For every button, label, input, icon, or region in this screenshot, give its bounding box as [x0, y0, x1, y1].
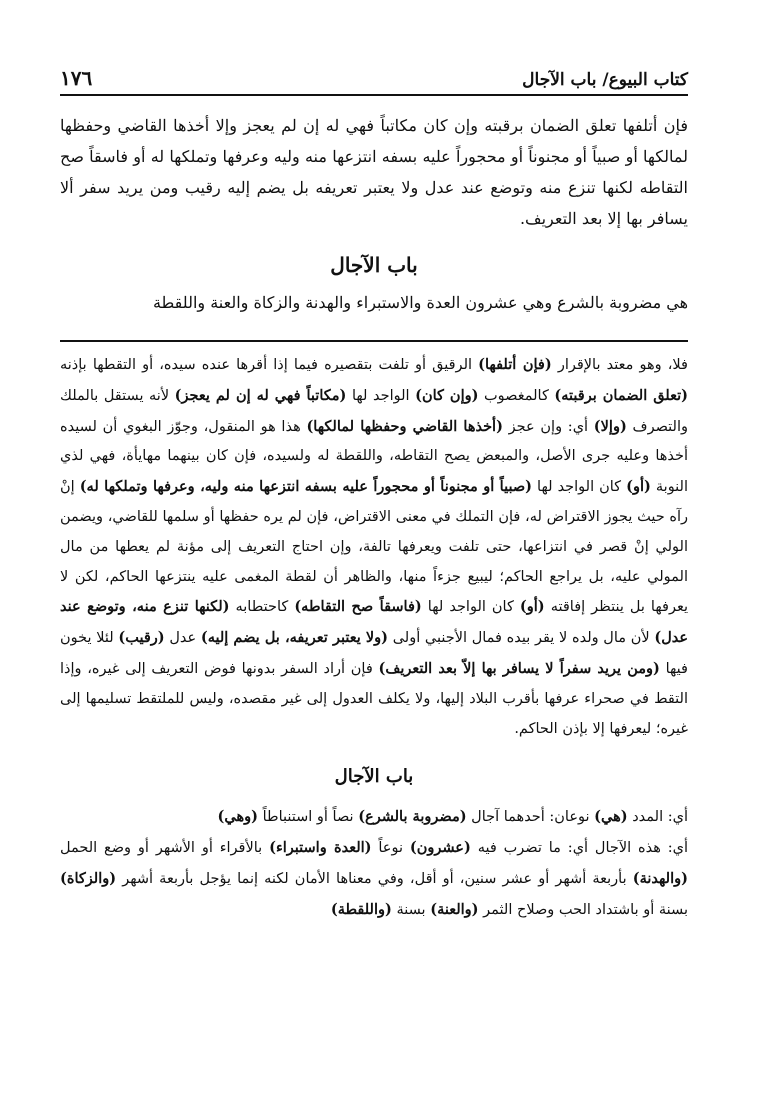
commentary-paragraph	[60, 350, 688, 744]
commentary-text: بسنة	[391, 901, 431, 918]
commentary-text: لأن مال ولده لا يقر بيده فمال الأجنبي أولى	[388, 630, 655, 647]
footnote-divider	[60, 340, 688, 342]
commentary-text: هذا هو المنقول، وجوّز البغوي أن لسيده أخذها وعليه جرى الأصل، والمبعض يصح التقاطه، واللقطة له ولسيده، فإن كان بينهما مهايأة، فهي لذي النوبة	[60, 418, 689, 496]
quoted-matn: (والعنة)	[430, 900, 479, 918]
quoted-matn: (مضروبة بالشرع)	[358, 808, 467, 826]
quoted-matn: (ولا يعتبر تعريفه، بل يضم إليه)	[200, 629, 388, 647]
running-title: كتاب البيوع/ باب الآجال	[522, 70, 688, 90]
quoted-matn: (فإن أتلفها)	[478, 356, 552, 373]
commentary-text: كان الواجد لها	[421, 599, 520, 616]
quoted-matn: (عشرون)	[409, 838, 471, 856]
commentary-text: الواجد لها	[346, 387, 416, 404]
commentary-text: الرقيق أو تلفت بتقصيره فيما إذا أقرها عنده سيده، أو التقطها بإذنه	[60, 357, 479, 373]
commentary-text: نوعان: أحدهما آجال	[466, 809, 595, 826]
quoted-matn: (مكاتباً فهي له إن لم يعجز)	[174, 386, 347, 404]
commentary-text: فلا، وهو معتد بالإقرار	[551, 357, 688, 373]
quoted-matn: (تعلق الضمان برقبته)	[554, 386, 688, 404]
quoted-matn: (وإلا)	[593, 417, 627, 435]
page-number: ١٧٦	[60, 66, 93, 90]
quoted-matn: (أو)	[626, 478, 651, 496]
commentary-text: كاحتطابه	[229, 599, 295, 616]
main-paragraph: هي مضروبة بالشرع وهي عشرون العدة والاستبراء والهدنة والزكاة والعنة واللقطة	[152, 293, 688, 312]
commentary-text: لأنه يستقل بالملك والتصرف	[60, 387, 688, 435]
chapter-heading: باب الآجال	[330, 253, 418, 277]
commentary-text: كالمغصوب	[478, 387, 555, 404]
main-text	[60, 110, 688, 318]
quoted-matn: (رقيب)	[118, 629, 165, 647]
commentary-text: بأربعة أشهر أو عشر سنين، أو أقل، وفي معناها الأمان لكنه إنما يؤجل بأربعة أشهر	[116, 870, 633, 887]
commentary-text: بسنة أو باشتداد الحب وصلاح الثمر	[478, 901, 688, 918]
commentary-paragraph	[60, 802, 688, 833]
quoted-matn: (صبياً أو مجنوناً أو محجوراً عليه بسفه انتزعها منه وليه، وعرفها وتملكها له)	[79, 478, 533, 496]
quoted-matn: (واللقطة)	[330, 900, 392, 918]
commentary-text: عدل	[164, 630, 201, 647]
quoted-matn: (والزكاة)	[60, 869, 117, 887]
quoted-matn: (أو)	[519, 598, 545, 616]
quoted-matn: (العدة واستبراء)	[269, 838, 372, 856]
quoted-matn: (وإن كان)	[415, 386, 479, 404]
commentary-text: نصاً أو استنباطاً	[258, 809, 359, 826]
quoted-matn: (أخذها القاضي وحفظها لمالكها)	[306, 417, 503, 435]
commentary-text: أي: وإن عجز	[502, 418, 594, 435]
commentary-text: بالأقراء أو الأشهر أو وضع الحمل	[60, 839, 270, 856]
quoted-matn: (هي)	[594, 808, 628, 826]
commentary	[60, 350, 688, 925]
quoted-matn: (ومن يريد سفراً لا يسافر بها إلاّ بعد التعريف)	[378, 659, 660, 677]
commentary-text: إنْ رآه حيث يجوز الاقتراض له، فإن التملك في معنى الاقتراض، فإن لم يره حفظها أو سلمها للقاضي، ويضمن الولي إنْ قصر في انتزاعها، حتى تلفت ويعرفها تالفة، وإن احتاج التعريف إلى مؤنة لم يعطها من مال المولي عليه، بل يراجع الحاكم؛ ليبيع جزءاً منها، والظاهر أن لقطة المغمى عليه ينتزعها الحاكم، لكن لا يعرفها بل ينتظر إفاقته	[60, 479, 688, 616]
quoted-matn: (وهي)	[217, 808, 258, 826]
commentary-text: أي: المدد	[627, 809, 688, 826]
quoted-matn: (لكنها تنزع منه، وتوضع عند عدل)	[60, 598, 688, 647]
commentary-text: نوعاً	[371, 839, 410, 856]
commentary-paragraph	[60, 833, 688, 925]
main-paragraph: فإن أتلفها تعلق الضمان برقبته وإن كان مكاتباً فهي له إن لم يعجز وإلا أخذها القاضي وحفظها لمالكها أو صبياً أو مجنوناً أو محجوراً عليه بسفه انتزعها منه وليه وعرفها وتملكها له أو فاسقاً صح التقاطه لكنها تنزع منه وتوضع عند عدل ولا يعتبر تعريفه بل يضم إليه رقيب ومن يريد سفر ألا يسافر بها إلا بعد التعريف.	[60, 116, 689, 228]
commentary-text: فإن أراد السفر بدونها فوض التعريف إلى غيره، وإذا التقط في صحراء عرفها بأقرب البلاد إليها، ولا يكلف العدول إلى غير مقصده، وليس للملتقط تسليمها إلى غيره؛ ليعرفها إلا بإذن الحاكم.	[60, 660, 688, 737]
commentary-text: كان الواجد لها	[532, 479, 627, 496]
quoted-matn: (والهدنة)	[632, 869, 688, 887]
commentary-chapter-heading: باب الآجال	[334, 766, 414, 788]
quoted-matn: (فاسقاً صح التقاطه)	[294, 598, 422, 616]
commentary-text: لئلا يخون فيها	[60, 630, 688, 677]
commentary-text: أي: هذه الآجال أي: ما تضرب فيه	[470, 839, 688, 856]
running-header	[60, 50, 688, 96]
book-page	[60, 50, 688, 925]
